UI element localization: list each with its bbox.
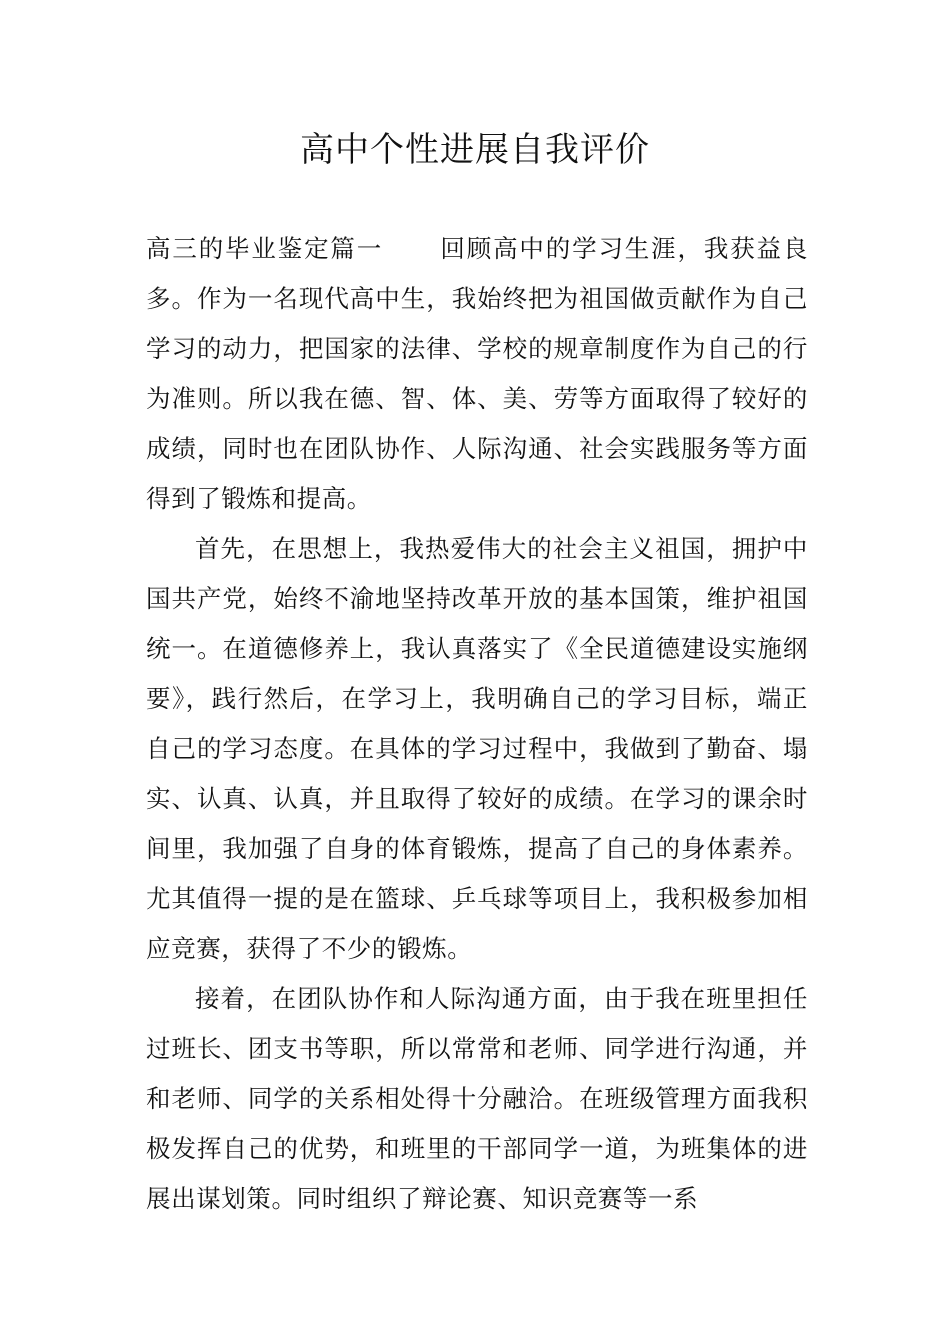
paragraph-thought-study: 首先，在思想上，我热爱伟大的社会主义祖国，拥护中国共产党，始终不渝地坚持改革开放的基本国策，维护祖国统一。在道德修养上，我认真落实了《全民道德建设实施纲要》，践行然后，在学习上，我明确自己的学习目标，端正自己的学习态度。在具体的学习过程中，我做到了勤奋、塌实、认真、认真，并且取得了较好的成绩。在学习的课余时间里，我加强了自身的体育锻炼，提高了自己的身体素养。尤其值得一提的是在篮球、乒乓球等项目上，我积极参加相应竞赛，获得了不少的锻炼。 (146, 534, 808, 963)
intro-paragraph (146, 224, 808, 524)
paragraph-teamwork: 接着，在团队协作和人际沟通方面，由于我在班里担任过班长、团支书等职，所以常常和老师、同学进行沟通，并和老师、同学的关系相处得十分融洽。在班级管理方面我积极发挥自己的优势，和班里的干部同学一道，为班集体的进展出谋划策。同时组织了辩论赛、知识竞赛等一系 (146, 984, 808, 1213)
intro-heading: 高三的毕业鉴定篇一 (146, 234, 384, 263)
intro-text: 回顾高中的学习生涯，我获益良多。作为一名现代高中生，我始终把为祖国做贡献作为自己学习的动力，把国家的法律、学校的规章制度作为自己的行为准则。所以我在德、智、体、美、劳等方面取得了较好的成绩，同时也在团队协作、人际沟通、社会实践服务等方面得到了锻炼和提高。 (146, 234, 808, 513)
document-title: 高中个性进展自我评价 (300, 130, 650, 170)
document-body (146, 224, 808, 1224)
